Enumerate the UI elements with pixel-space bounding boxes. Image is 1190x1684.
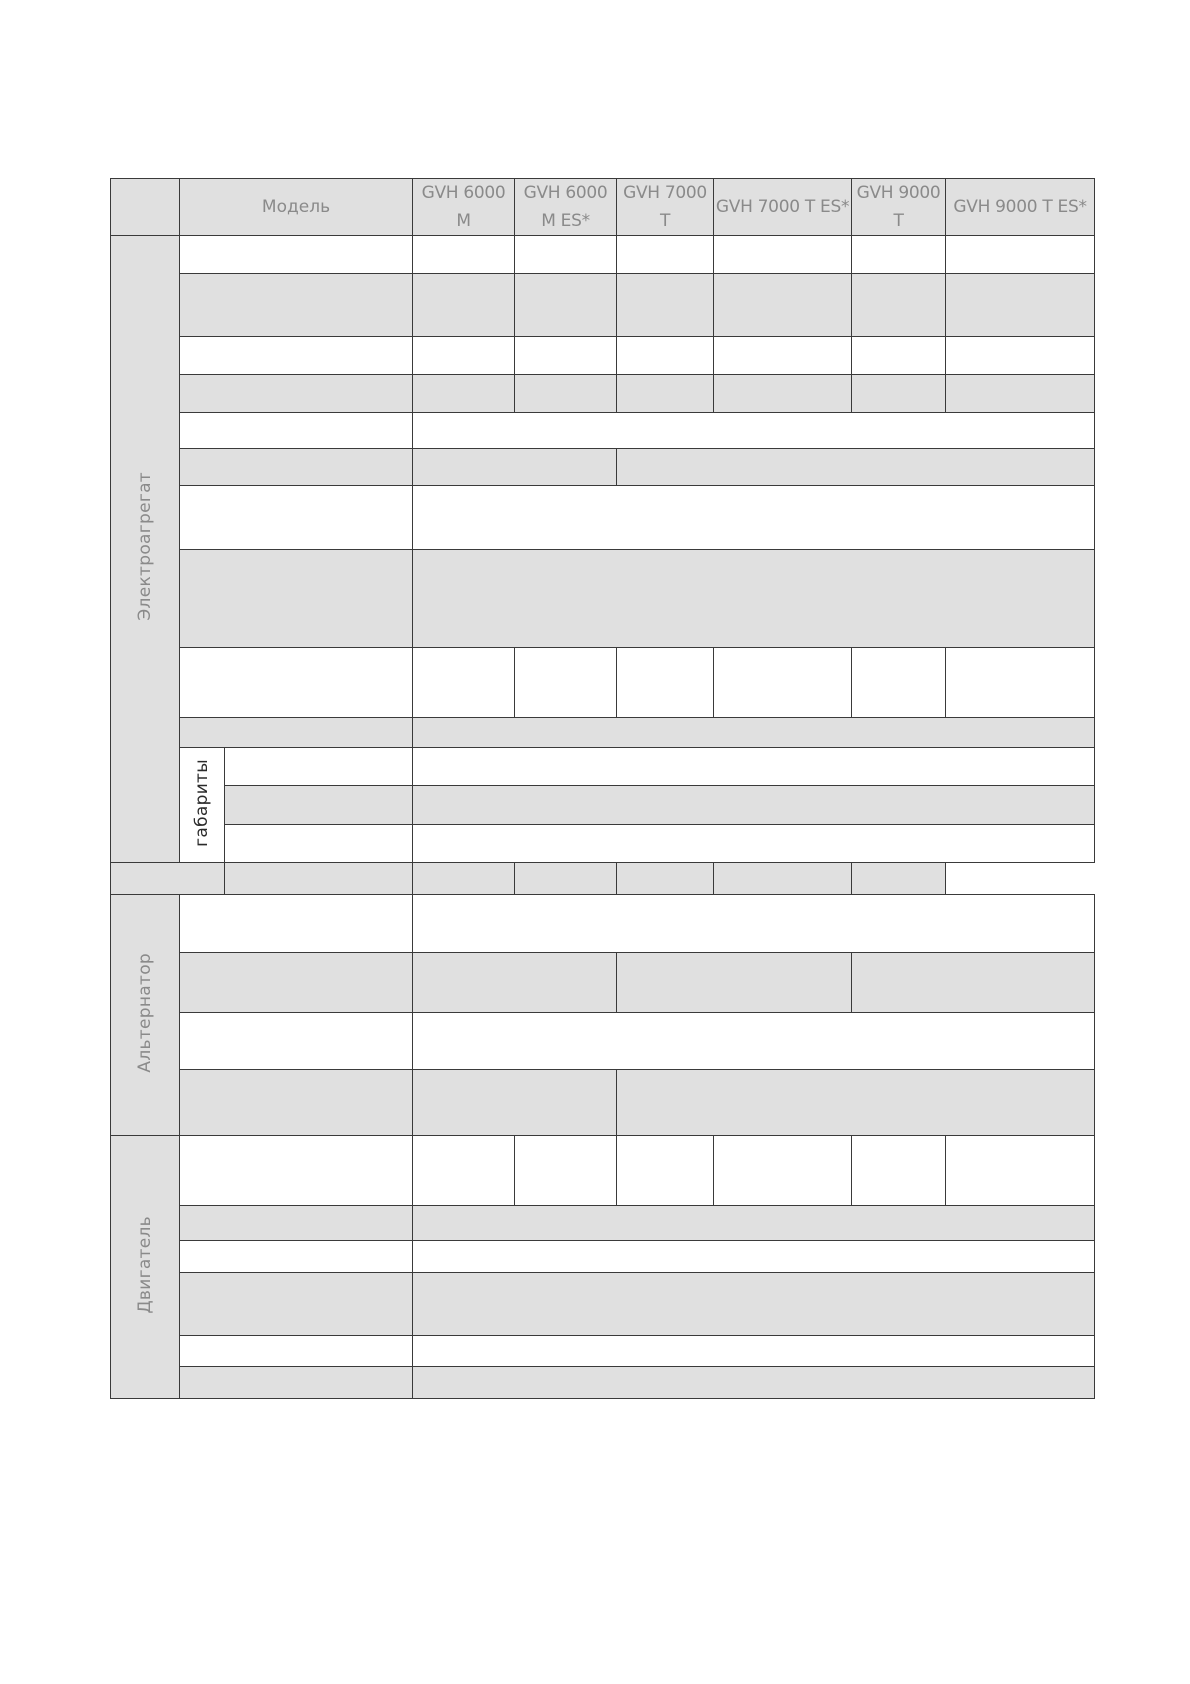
value-cell <box>852 274 946 337</box>
value-cell <box>413 274 515 337</box>
param-label <box>180 337 413 375</box>
value-cell <box>852 648 946 718</box>
value-cell <box>617 863 714 895</box>
value-cell <box>617 375 714 413</box>
value-cell <box>617 1136 714 1206</box>
value-cell <box>617 648 714 718</box>
value-cell-merged <box>413 953 617 1013</box>
value-cell <box>515 236 617 274</box>
section-engine-label: Двигатель <box>135 1215 155 1314</box>
model-col-3: GVH 7000 T <box>617 179 714 236</box>
table-row <box>111 648 1095 718</box>
param-label <box>111 863 225 895</box>
value-cell-merged <box>413 1070 617 1136</box>
table-row <box>111 863 1095 895</box>
value-cell <box>852 375 946 413</box>
value-cell <box>852 337 946 375</box>
value-cell-merged <box>413 550 1095 648</box>
value-cell-merged <box>413 413 1095 449</box>
param-label <box>225 825 413 863</box>
value-cell <box>946 375 1095 413</box>
spec-table <box>110 178 1095 1399</box>
table-row <box>111 1241 1095 1273</box>
section-alternator <box>111 895 180 1136</box>
table-row <box>111 748 1095 786</box>
value-cell-merged <box>413 895 1095 953</box>
value-cell <box>515 274 617 337</box>
value-cell <box>714 1136 852 1206</box>
value-cell <box>515 863 617 895</box>
value-cell <box>413 337 515 375</box>
section-generator-set-label: Электроагрегат <box>135 472 155 621</box>
value-cell <box>946 236 1095 274</box>
table-row <box>111 786 1095 825</box>
table-row <box>111 1013 1095 1070</box>
param-label <box>180 1241 413 1273</box>
value-cell-merged <box>617 1070 1095 1136</box>
value-cell-merged <box>852 953 1095 1013</box>
param-label <box>180 413 413 449</box>
value-cell <box>515 375 617 413</box>
value-cell-merged <box>413 786 1095 825</box>
table-row <box>111 337 1095 375</box>
param-label <box>180 236 413 274</box>
param-label <box>180 1136 413 1206</box>
model-header: Модель <box>180 179 413 236</box>
param-label <box>180 486 413 550</box>
value-cell <box>515 648 617 718</box>
table-row <box>111 953 1095 1013</box>
value-cell <box>946 337 1095 375</box>
param-label <box>180 1070 413 1136</box>
param-label <box>180 1013 413 1070</box>
model-col-5: GVH 9000 T <box>852 179 946 236</box>
value-cell <box>852 236 946 274</box>
param-label <box>225 786 413 825</box>
model-col-6: GVH 9000 T ES* <box>946 179 1095 236</box>
value-cell <box>714 236 852 274</box>
value-cell <box>225 863 413 895</box>
value-cell <box>946 648 1095 718</box>
header-row <box>111 179 1095 236</box>
value-cell-merged <box>617 449 1095 486</box>
value-cell-merged <box>413 1241 1095 1273</box>
param-label <box>180 1367 413 1399</box>
value-cell <box>617 274 714 337</box>
param-label <box>180 449 413 486</box>
param-label <box>225 748 413 786</box>
table-row <box>111 1206 1095 1241</box>
value-cell-merged <box>413 1273 1095 1336</box>
table-row <box>111 718 1095 748</box>
value-cell <box>413 375 515 413</box>
model-col-4: GVH 7000 T ES* <box>714 179 852 236</box>
value-cell <box>714 375 852 413</box>
value-cell <box>852 1136 946 1206</box>
dimensions-group <box>180 748 225 863</box>
value-cell <box>413 1136 515 1206</box>
table-row <box>111 1367 1095 1399</box>
param-label <box>180 1273 413 1336</box>
param-label <box>180 375 413 413</box>
param-label <box>180 648 413 718</box>
value-cell-merged <box>413 486 1095 550</box>
value-cell-merged <box>413 1206 1095 1241</box>
value-cell-merged <box>413 449 617 486</box>
value-cell-merged <box>413 825 1095 863</box>
table-row <box>111 413 1095 449</box>
value-cell <box>413 863 515 895</box>
table-row <box>111 274 1095 337</box>
value-cell <box>946 274 1095 337</box>
param-label <box>180 953 413 1013</box>
table-row <box>111 1136 1095 1206</box>
value-cell <box>617 337 714 375</box>
section-engine <box>111 1136 180 1399</box>
value-cell-merged <box>413 1367 1095 1399</box>
value-cell <box>413 236 515 274</box>
value-cell <box>714 648 852 718</box>
value-cell <box>714 274 852 337</box>
value-cell-merged <box>413 1336 1095 1367</box>
param-label <box>180 1206 413 1241</box>
value-cell <box>714 863 852 895</box>
table-row <box>111 1070 1095 1136</box>
value-cell <box>852 863 946 895</box>
section-alternator-label: Альтернатор <box>135 952 155 1073</box>
value-cell <box>515 1136 617 1206</box>
value-cell <box>946 1136 1095 1206</box>
param-label <box>180 718 413 748</box>
value-cell <box>617 236 714 274</box>
value-cell-merged <box>413 1013 1095 1070</box>
table-row <box>111 895 1095 953</box>
param-label <box>180 1336 413 1367</box>
corner-cell <box>111 179 180 236</box>
value-cell <box>714 337 852 375</box>
dimensions-group-label: габариты <box>192 758 212 847</box>
value-cell-merged <box>413 718 1095 748</box>
value-cell-merged <box>617 953 852 1013</box>
table-row <box>111 236 1095 274</box>
table-row <box>111 449 1095 486</box>
table-row <box>111 375 1095 413</box>
section-generator-set <box>111 236 180 863</box>
model-col-2: GVH 6000 M ES* <box>515 179 617 236</box>
param-label <box>180 550 413 648</box>
value-cell-merged <box>413 748 1095 786</box>
value-cell <box>413 648 515 718</box>
model-col-1: GVH 6000 M <box>413 179 515 236</box>
table-row <box>111 1336 1095 1367</box>
table-row <box>111 486 1095 550</box>
table-row <box>111 825 1095 863</box>
value-cell <box>515 337 617 375</box>
param-label <box>180 274 413 337</box>
param-label <box>180 895 413 953</box>
table-row <box>111 550 1095 648</box>
table-row <box>111 1273 1095 1336</box>
